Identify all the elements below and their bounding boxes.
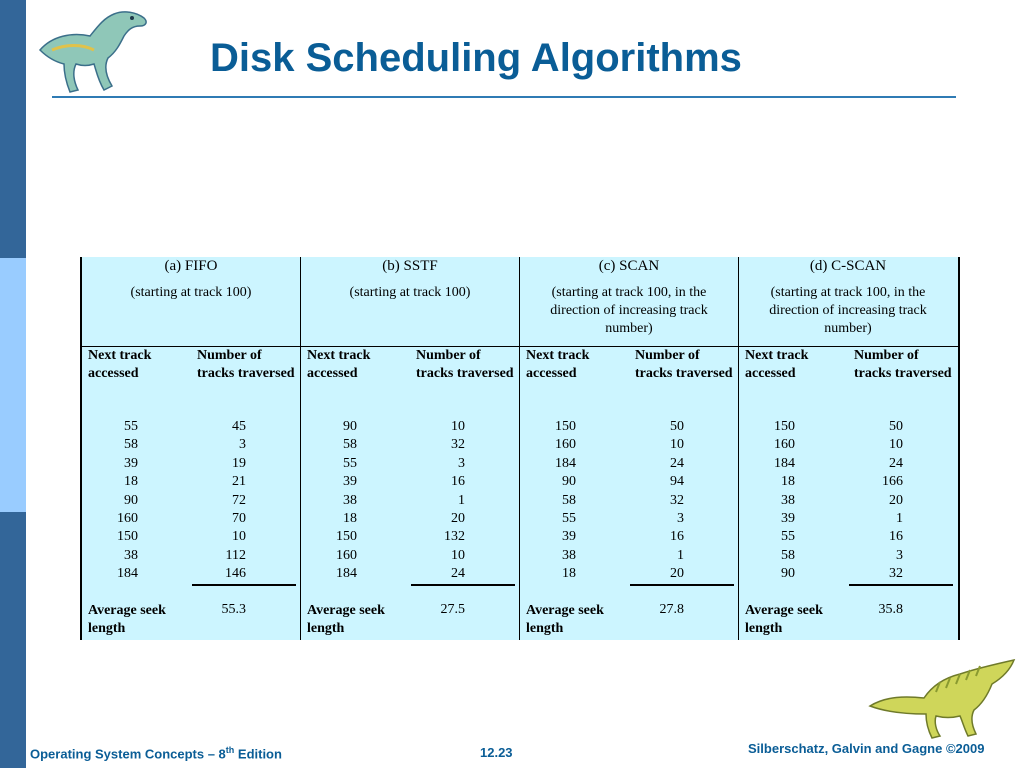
- table-row: 39 16: [343, 474, 465, 490]
- scan-column: [520, 257, 738, 640]
- table-row: 90 94: [562, 474, 684, 490]
- algorithm-note: (starting at track 100, in the direction of increasing track number): [769, 285, 927, 336]
- page-number: 12.23: [480, 745, 513, 760]
- next-track-header: Next track accessed: [745, 348, 809, 381]
- table-row: 90 10: [343, 419, 465, 434]
- algorithm-name: (c) SCAN: [598, 258, 660, 274]
- table-row: 160 10: [336, 547, 465, 563]
- table-row: 150 50: [774, 419, 903, 434]
- tracks-traversed-header: Number of tracks traversed: [197, 348, 295, 381]
- table-row: 184 24: [555, 455, 684, 471]
- tracks-traversed-header: Number of tracks traversed: [854, 348, 952, 381]
- footer-copyright: Silberschatz, Galvin and Gagne ©2009: [748, 741, 985, 756]
- data-rows: [301, 418, 519, 584]
- data-rows: [82, 418, 300, 584]
- algorithm-name: (b) SSTF: [382, 258, 438, 274]
- table-row: 184 24: [774, 455, 903, 471]
- next-track-header: Next track accessed: [88, 348, 152, 381]
- average-value: 27.5: [440, 602, 465, 617]
- table-row: 150 132: [336, 529, 465, 545]
- table-row: 90 72: [124, 492, 246, 508]
- fifo-column: [82, 257, 300, 640]
- average-value: 35.8: [878, 602, 903, 617]
- table-row: 184 24: [336, 566, 465, 582]
- table-row: 58 3: [781, 547, 903, 563]
- algorithm-note: (starting at track 100, in the direction of increasing track number): [550, 285, 708, 336]
- next-track-header: Next track accessed: [526, 348, 590, 381]
- algorithm-name: (a) FIFO: [164, 258, 218, 274]
- dinosaur-logo-icon: [866, 656, 1018, 740]
- sum-rule: [192, 584, 296, 586]
- left-bar-middle: [0, 258, 26, 512]
- average-value: 27.8: [659, 602, 684, 617]
- table-row: 150 50: [555, 419, 684, 434]
- table-row: 58 32: [562, 492, 684, 508]
- table-row: 18 166: [781, 474, 903, 490]
- table-row: 58 32: [343, 437, 465, 453]
- table-row: 55 3: [343, 455, 465, 471]
- algorithm-name: (d) C-SCAN: [809, 258, 887, 274]
- sum-rule: [849, 584, 953, 586]
- average-label: Average seek length: [307, 603, 385, 636]
- left-bar-bottom: [0, 512, 26, 768]
- next-track-header: Next track accessed: [307, 348, 371, 381]
- sum-rule: [630, 584, 734, 586]
- table-row: 55 3: [562, 510, 684, 526]
- disk-scheduling-table: [80, 257, 960, 640]
- table-row: 18 21: [124, 474, 246, 490]
- table-row: 39 19: [124, 455, 246, 471]
- average-label: Average seek length: [526, 603, 604, 636]
- c-scan-column: [739, 257, 957, 640]
- table-row: 58 3: [124, 437, 246, 453]
- dinosaur-logo-icon: [32, 6, 156, 98]
- table-row: 160 10: [774, 437, 903, 453]
- table-row: 38 1: [562, 547, 684, 563]
- table-row: 184 146: [117, 566, 246, 582]
- average-label: Average seek length: [745, 603, 823, 636]
- average-value: 55.3: [221, 602, 246, 617]
- algorithm-note: (starting at track 100): [349, 285, 471, 300]
- table-row: 38 1: [343, 492, 465, 508]
- table-row: 150 10: [117, 529, 246, 545]
- footer-course: Operating System Concepts – 8th Edition: [30, 745, 282, 762]
- average-label: Average seek length: [88, 603, 166, 636]
- table-row: 38 112: [124, 547, 246, 563]
- table-row: 39 1: [781, 510, 903, 526]
- table-row: 55 45: [124, 419, 246, 434]
- data-rows: [739, 418, 957, 584]
- tracks-traversed-header: Number of tracks traversed: [635, 348, 733, 381]
- sstf-column: [301, 257, 519, 640]
- table-row: 55 16: [781, 529, 903, 545]
- algorithm-note: (starting at track 100): [130, 285, 252, 300]
- tracks-traversed-header: Number of tracks traversed: [416, 348, 514, 381]
- table-row: 160 10: [555, 437, 684, 453]
- table-row: 18 20: [343, 510, 465, 526]
- page-title: Disk Scheduling Algorithms: [210, 36, 742, 80]
- data-rows: [520, 418, 738, 584]
- table-row: 90 32: [781, 566, 903, 582]
- table-row: 18 20: [562, 566, 684, 582]
- table-row: 38 20: [781, 492, 903, 508]
- table-row: 160 70: [117, 510, 246, 526]
- title-divider: [52, 96, 956, 98]
- table-row: 39 16: [562, 529, 684, 545]
- left-bar-top: [0, 0, 26, 258]
- sum-rule: [411, 584, 515, 586]
- left-color-bar: [0, 0, 26, 768]
